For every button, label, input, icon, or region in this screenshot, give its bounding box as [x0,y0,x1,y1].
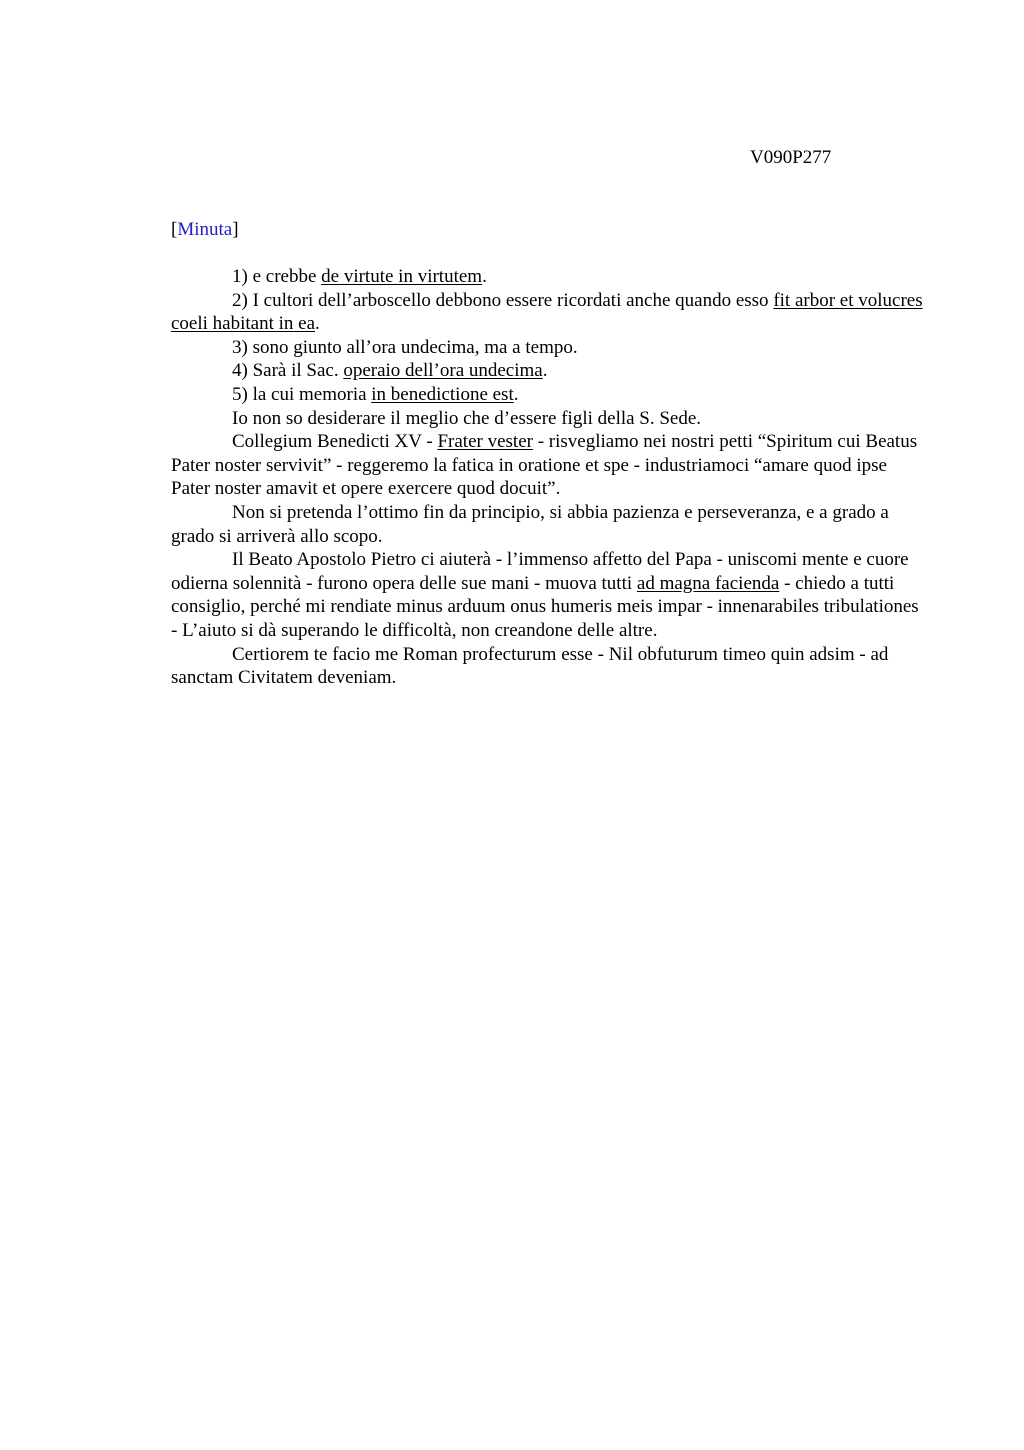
paragraph-4 [171,359,927,383]
paragraph-9 [171,548,927,642]
paragraph-10-text: Certiorem te facio me Roman profecturum esse - Nil obfuturum timeo quin adsim - ad sanctam Civitatem deveniam. [171,643,889,689]
heading [171,218,239,242]
paragraph-6-text: Io non so desiderare il meglio che d’essere figli della S. Sede. [232,407,702,429]
paragraph-1 [171,265,927,289]
paragraph-1-underlined: de virtute in virtutem [321,266,483,287]
paragraph-7-end: - risvegliamo nei nostri petti “Spiritum cui Beatus Pater noster servivit” - reggeremo la fatica in oratione et spe - industriamoci “amare quod ipse Pater noster amavit et opere exercere quod docuit”. [171,431,918,500]
paragraph-8 [171,501,927,548]
heading-link-minuta[interactable]: Minuta [177,219,233,240]
paragraph-7 [171,430,927,501]
paragraph-4-text: 4) Sarà il Sac. [232,360,344,382]
paragraph-2-text: 2) I cultori dell’arboscello debbono essere ricordati anche quando esso [232,289,774,311]
paragraph-9-text: Il Beato Apostolo Pietro ci aiuterà - l’immenso affetto del Papa - uniscomi mente e cuore odierna solennità - furono opera delle sue mani - muova tutti [171,549,909,594]
paragraph-3 [171,336,927,360]
paragraph-5-end: . [513,383,519,405]
page-id: V090P277 [750,147,832,168]
paragraph-1-text: 1) e crebbe [232,266,322,287]
paragraph-2-underlined: fit arbor et volucres coeli habitant in ea [171,289,923,335]
paragraph-7-underlined: Frater vester [437,431,533,453]
paragraph-4-end: . [542,360,548,382]
paragraph-6 [171,407,927,431]
paragraph-2 [171,289,927,336]
paragraph-10 [171,643,927,690]
paragraph-2-end: . [315,313,320,335]
paragraph-9-end: - chiedo a tutti consiglio, perché mi rendiate minus arduum onus humeris meis impar - innenarabiles tribulationes - L’aiuto si dà superando le difficoltà, non creandone delle altre. [171,572,919,641]
heading-close-bracket: ] [232,219,239,240]
heading-open-bracket: [ [171,219,178,240]
paragraph-5 [171,383,927,407]
paragraph-3-text: 3) sono giunto all’ora undecima, ma a tempo. [232,336,578,358]
paragraph-5-underlined: in benedictione est [371,383,514,405]
paragraph-8-text: Non si pretenda l’ottimo fin da principio, si abbia pazienza e perseveranza, e a grado a grado si arriverà allo scopo. [171,501,889,547]
body-text [171,265,927,690]
paragraph-9-underlined: ad magna facienda [636,572,780,594]
paragraph-4-underlined: operaio dell’ora undecima [343,360,543,382]
paragraph-1-end: . [482,266,487,287]
paragraph-7-text: Collegium Benedicti XV - [232,431,438,453]
paragraph-5-text: 5) la cui memoria [232,383,372,405]
